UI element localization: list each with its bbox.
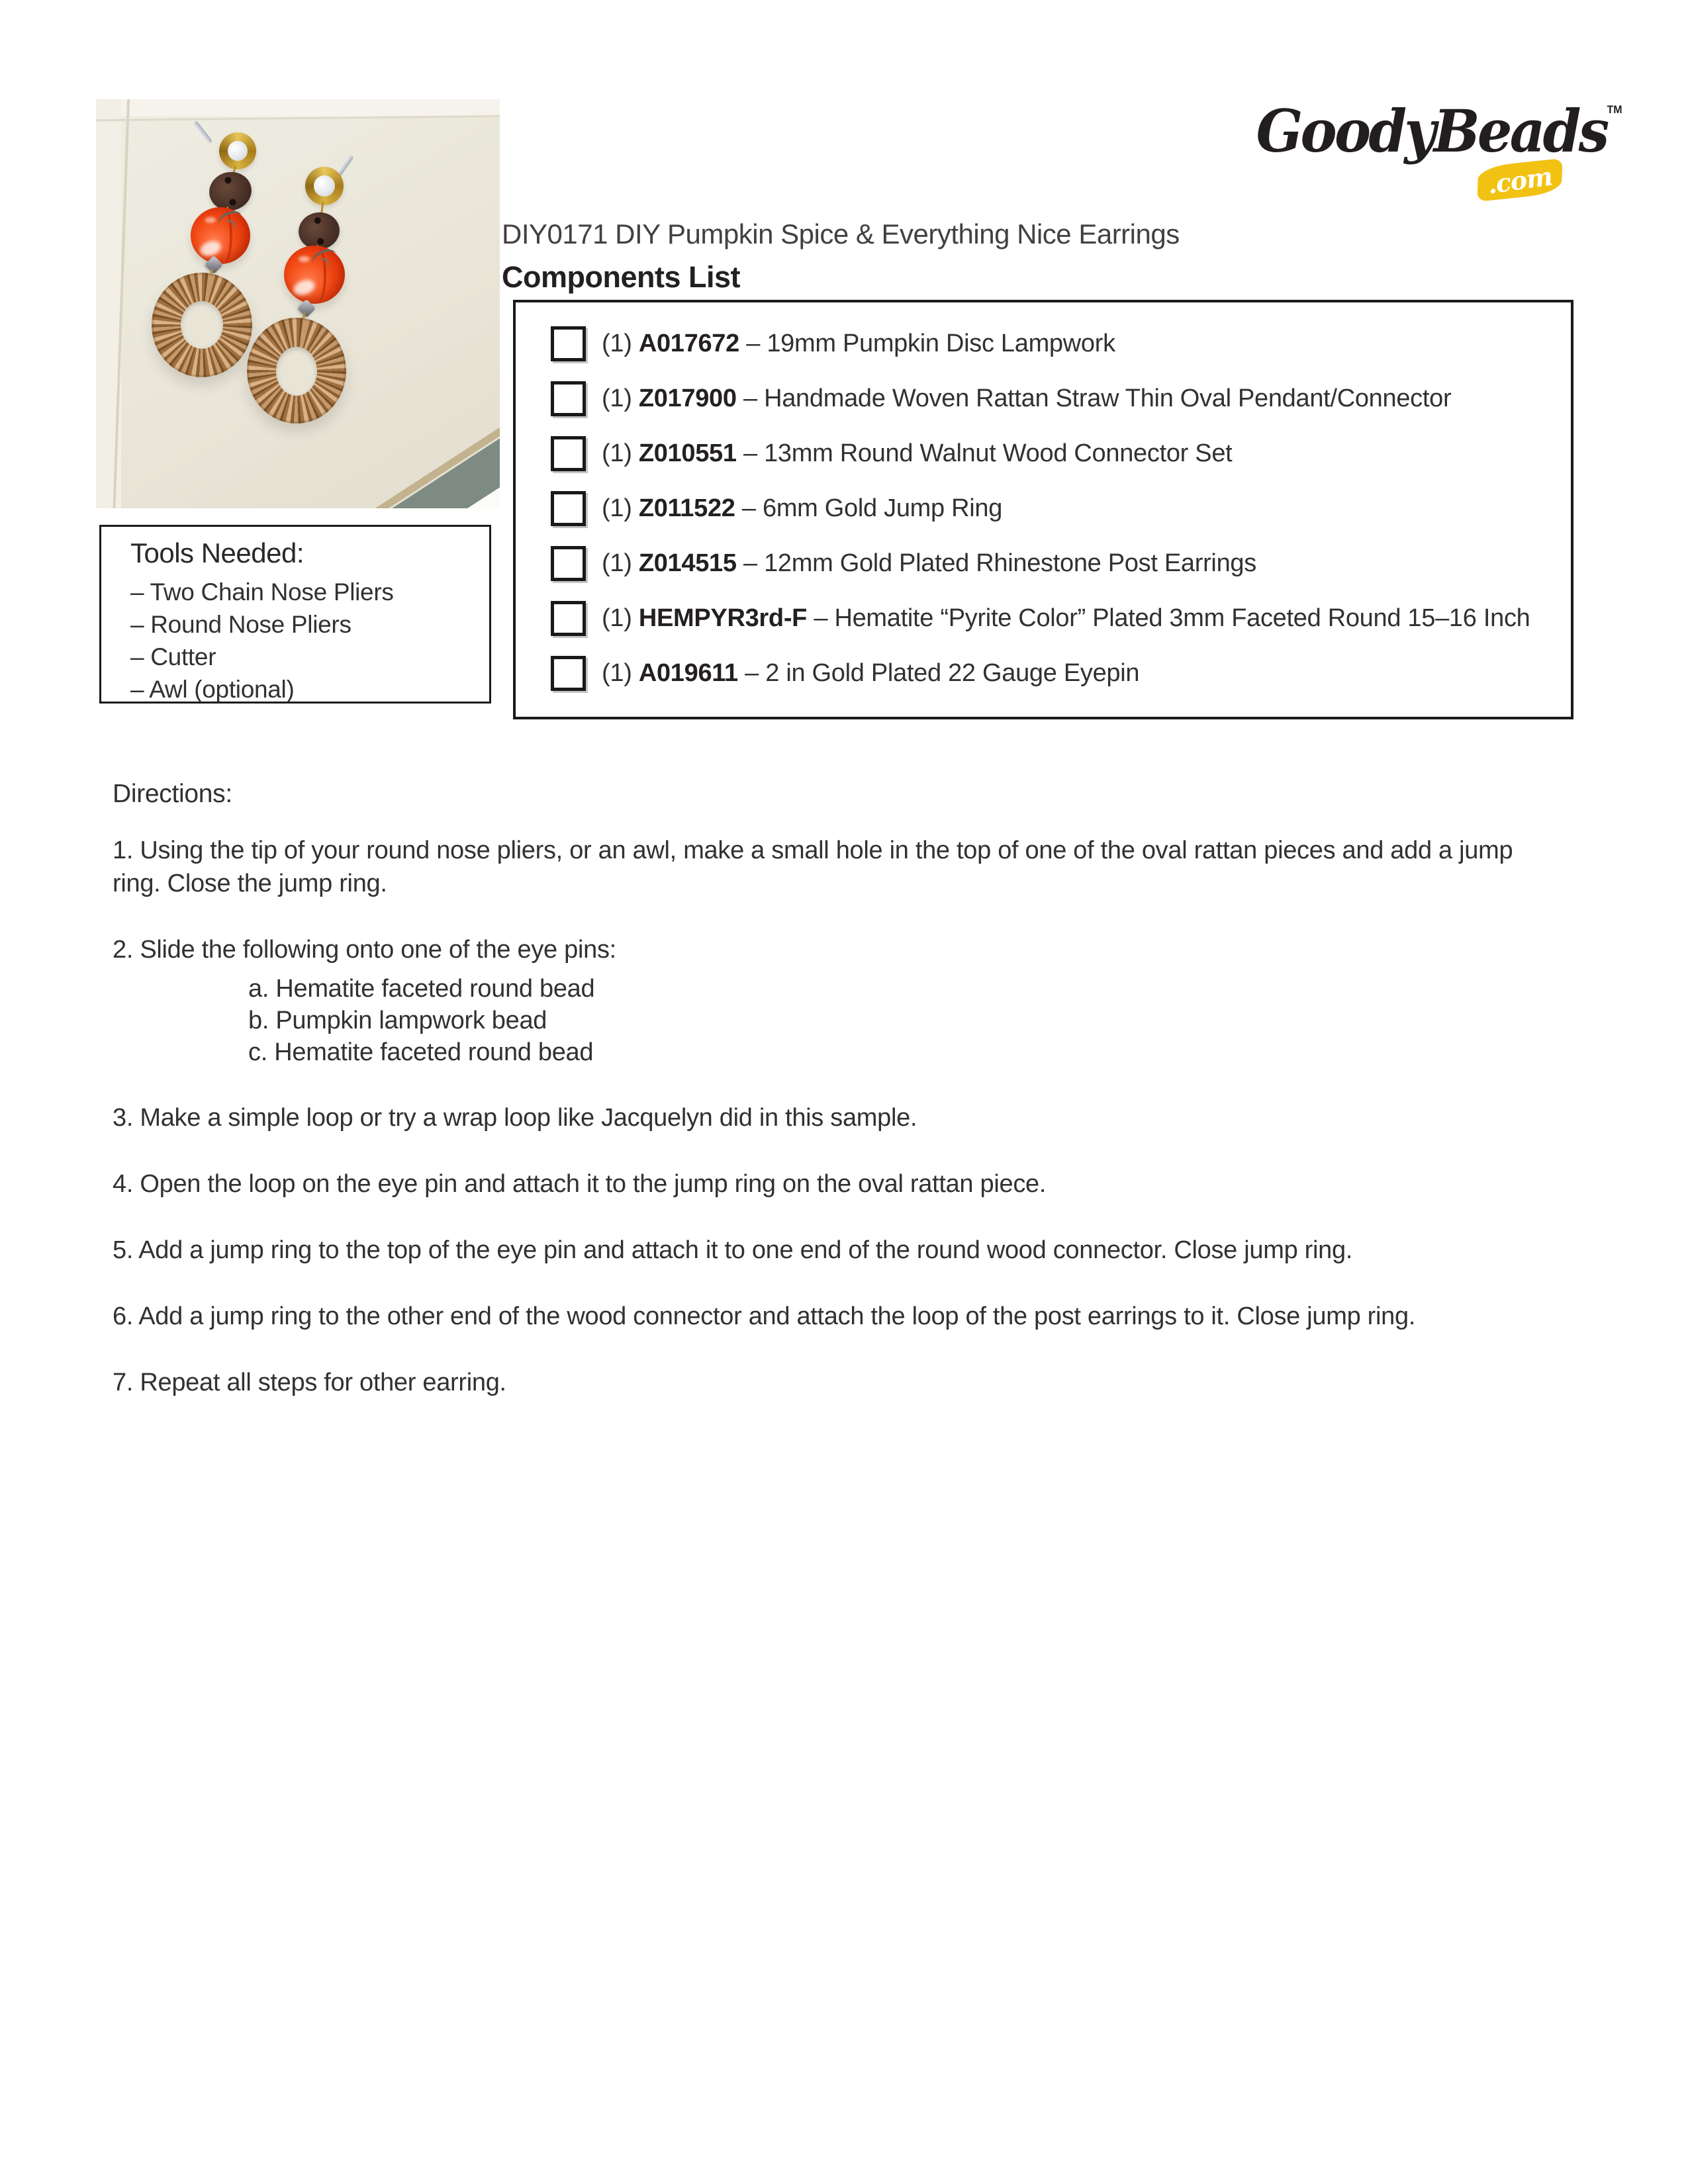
directions-heading: Directions: xyxy=(113,780,232,808)
components-list xyxy=(551,326,1571,691)
component-qty: (1) xyxy=(602,604,639,632)
component-desc: – 6mm Gold Jump Ring xyxy=(735,494,1003,522)
direction-step xyxy=(113,834,1539,900)
direction-substep: a. Hematite faceted round bead xyxy=(248,975,595,1003)
component-checkbox[interactable] xyxy=(551,326,586,361)
page-title: DIY0171 DIY Pumpkin Spice & Everything Nice Earrings xyxy=(502,218,1180,250)
left-earring-rattan-ring xyxy=(152,273,252,377)
component-checkbox[interactable] xyxy=(551,546,586,581)
component-qty: (1) xyxy=(602,549,639,577)
tool-item: – Two Chain Nose Pliers xyxy=(130,578,394,606)
component-qty: (1) xyxy=(602,494,639,522)
brand-name: GoodyBeads xyxy=(1256,97,1607,165)
direction-step-text: 4. Open the loop on the eye pin and attach it to the jump ring on the oval rattan piece. xyxy=(113,1170,1047,1198)
tools-list xyxy=(130,576,489,705)
component-item xyxy=(551,601,1571,636)
tool-item: – Round Nose Pliers xyxy=(130,611,352,638)
direction-step xyxy=(113,933,1539,1068)
tool-item: – Cutter xyxy=(130,643,216,670)
component-item xyxy=(551,656,1571,691)
component-label xyxy=(602,439,1232,468)
component-item xyxy=(551,326,1571,361)
direction-step-text: 6. Add a jump ring to the other end of the wood connector and attach the loop of the post earrings to it. Close jump ring. xyxy=(113,1302,1416,1330)
rattan-ring-hole xyxy=(181,301,223,349)
photo-background-top xyxy=(96,99,500,116)
left-earring-pumpkin-bead xyxy=(191,207,250,264)
right-earring-rattan-ring xyxy=(247,318,346,424)
component-label xyxy=(602,659,1139,688)
direction-step xyxy=(113,1300,1539,1333)
component-label xyxy=(602,330,1115,358)
direction-step-text: 2. Slide the following onto one of the eye pins: xyxy=(113,936,616,964)
direction-substep: b. Pumpkin lampwork bead xyxy=(248,1007,547,1034)
directions-section xyxy=(113,780,1539,1432)
product-photo xyxy=(96,99,500,508)
component-code: Z011522 xyxy=(638,494,735,522)
component-desc: – 19mm Pumpkin Disc Lampwork xyxy=(739,330,1115,357)
brand-domain: .com xyxy=(1485,160,1554,200)
component-checkbox[interactable] xyxy=(551,436,586,471)
direction-substep: c. Hematite faceted round bead xyxy=(248,1038,594,1066)
direction-step xyxy=(113,1167,1539,1201)
component-desc: – Hematite “Pyrite Color” Plated 3mm Faceted Round 15–16 Inch xyxy=(807,604,1530,632)
tool-item: – Awl (optional) xyxy=(130,676,295,703)
tools-heading: Tools Needed: xyxy=(130,537,305,569)
component-code: A019611 xyxy=(638,659,738,687)
component-label xyxy=(602,385,1451,413)
direction-step xyxy=(113,1366,1539,1399)
direction-step-text: 3. Make a simple loop or try a wrap loop like Jacquelyn did in this sample. xyxy=(113,1104,917,1132)
component-code: Z010551 xyxy=(638,439,737,467)
right-earring-post-crystal xyxy=(305,167,344,205)
component-qty: (1) xyxy=(602,659,639,687)
component-desc: – 13mm Round Walnut Wood Connector Set xyxy=(736,439,1233,467)
component-label xyxy=(602,494,1002,523)
component-checkbox[interactable] xyxy=(551,381,586,416)
direction-step xyxy=(113,1234,1539,1267)
component-desc: – 12mm Gold Plated Rhinestone Post Earrings xyxy=(736,549,1256,577)
component-item xyxy=(551,546,1571,581)
component-code: HEMPYR3rd-F xyxy=(638,604,808,632)
component-qty: (1) xyxy=(602,385,639,412)
trademark-symbol: TM xyxy=(1607,103,1622,116)
component-code: Z017900 xyxy=(638,385,737,412)
component-checkbox[interactable] xyxy=(551,601,586,636)
pumpkin-highlight-small xyxy=(299,256,310,262)
tools-box xyxy=(99,525,491,704)
component-label xyxy=(602,549,1256,578)
component-item xyxy=(551,491,1571,526)
component-checkbox[interactable] xyxy=(551,491,586,526)
direction-substeps xyxy=(113,973,1539,1068)
directions-steps xyxy=(113,834,1539,1399)
right-earring-pumpkin-bead xyxy=(284,246,345,304)
components-heading: Components List xyxy=(502,260,740,294)
components-box xyxy=(513,300,1573,719)
component-qty: (1) xyxy=(602,439,639,467)
rattan-ring-hole xyxy=(276,347,317,396)
photo-corner-shadow xyxy=(359,414,500,508)
component-item xyxy=(551,381,1571,416)
component-desc: – 2 in Gold Plated 22 Gauge Eyepin xyxy=(737,659,1140,687)
component-item xyxy=(551,436,1571,471)
component-qty: (1) xyxy=(602,330,639,357)
pumpkin-highlight-small xyxy=(205,217,216,223)
direction-step-text: 7. Repeat all steps for other earring. xyxy=(113,1369,506,1396)
left-earring-post-pin xyxy=(193,120,212,144)
left-earring-post-crystal xyxy=(219,132,256,169)
direction-step-text: 1. Using the tip of your round nose pliers, or an awl, make a small hole in the top of one of the oval rattan pieces and add a jump ring. Close the jump ring. xyxy=(113,837,1513,897)
component-checkbox[interactable] xyxy=(551,656,586,691)
direction-step xyxy=(113,1101,1539,1134)
brand-logo-wordmark xyxy=(1256,97,1622,165)
component-label xyxy=(602,604,1530,633)
component-desc: – Handmade Woven Rattan Straw Thin Oval Pendant/Connector xyxy=(736,385,1452,412)
component-code: A017672 xyxy=(638,330,739,357)
brand-logo xyxy=(1244,97,1622,212)
component-code: Z014515 xyxy=(638,549,737,577)
direction-step-text: 5. Add a jump ring to the top of the eye pin and attach it to one end of the round wood connector. Close jump ring. xyxy=(113,1236,1353,1264)
